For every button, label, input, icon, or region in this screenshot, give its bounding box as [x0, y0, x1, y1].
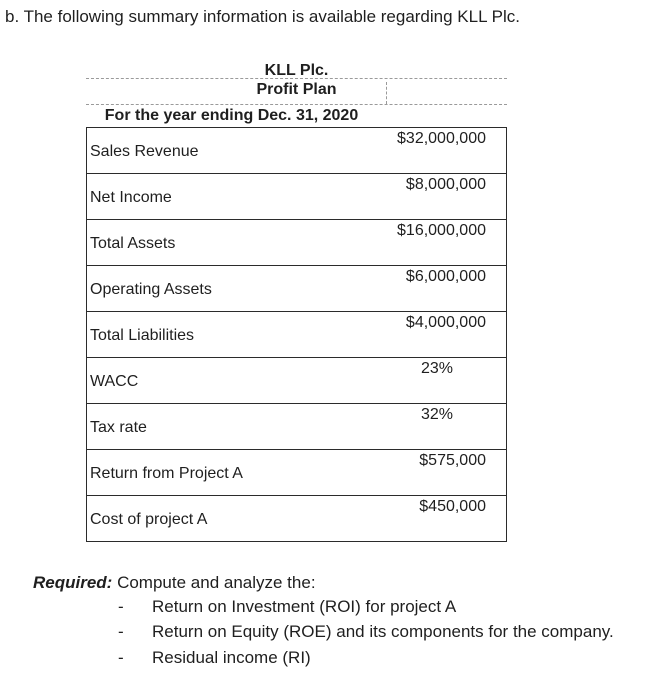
row-value: $575,000 [419, 452, 486, 469]
row-value: 32% [420, 406, 453, 423]
table-row [86, 358, 507, 404]
intro-text: b. The following summary information is available regarding KLL Plc. [5, 7, 520, 26]
table-row [86, 450, 507, 496]
required-label: Required: [33, 573, 113, 592]
table-row [86, 174, 507, 220]
row-value: $4,000,000 [405, 314, 486, 331]
table-row [86, 220, 507, 266]
row-label: Cost of project A [90, 511, 208, 528]
row-value: $450,000 [419, 498, 486, 515]
period-title: For the year ending Dec. 31, 2020 [104, 107, 359, 124]
row-value: $6,000,000 [405, 268, 486, 285]
required-text: Compute and analyze the: [117, 573, 316, 592]
table-row [86, 266, 507, 312]
list-item-text: Return on Equity (ROE) and its components for the company. [152, 622, 614, 641]
row-label: Total Assets [90, 235, 176, 252]
row-label: Total Liabilities [90, 327, 195, 344]
row-label: Tax rate [90, 419, 147, 436]
list-item-text: Residual income (RI) [152, 648, 311, 667]
list-item [118, 648, 311, 668]
table-row [86, 496, 507, 542]
header-divider [386, 82, 387, 104]
row-label: Sales Revenue [90, 143, 199, 160]
table-row [86, 404, 507, 450]
table-row [86, 127, 507, 174]
table-row [86, 312, 507, 358]
header-divider [86, 104, 507, 105]
row-value: $8,000,000 [405, 176, 486, 193]
plan-title: Profit Plan [256, 81, 337, 98]
company-name: KLL Plc. [264, 62, 329, 79]
row-value: $16,000,000 [397, 222, 486, 239]
row-label: Operating Assets [90, 281, 212, 298]
row-label: WACC [90, 373, 139, 390]
required-instructions [33, 573, 316, 593]
bullet-dash: - [118, 648, 124, 667]
row-label: Net Income [90, 189, 172, 206]
list-item [118, 622, 614, 642]
row-label: Return from Project A [90, 465, 243, 482]
row-value: $32,000,000 [397, 130, 486, 147]
list-item [118, 597, 456, 617]
bullet-dash: - [118, 597, 124, 616]
bullet-dash: - [118, 622, 124, 641]
list-item-text: Return on Investment (ROI) for project A [152, 597, 457, 616]
row-value: 23% [420, 360, 453, 377]
